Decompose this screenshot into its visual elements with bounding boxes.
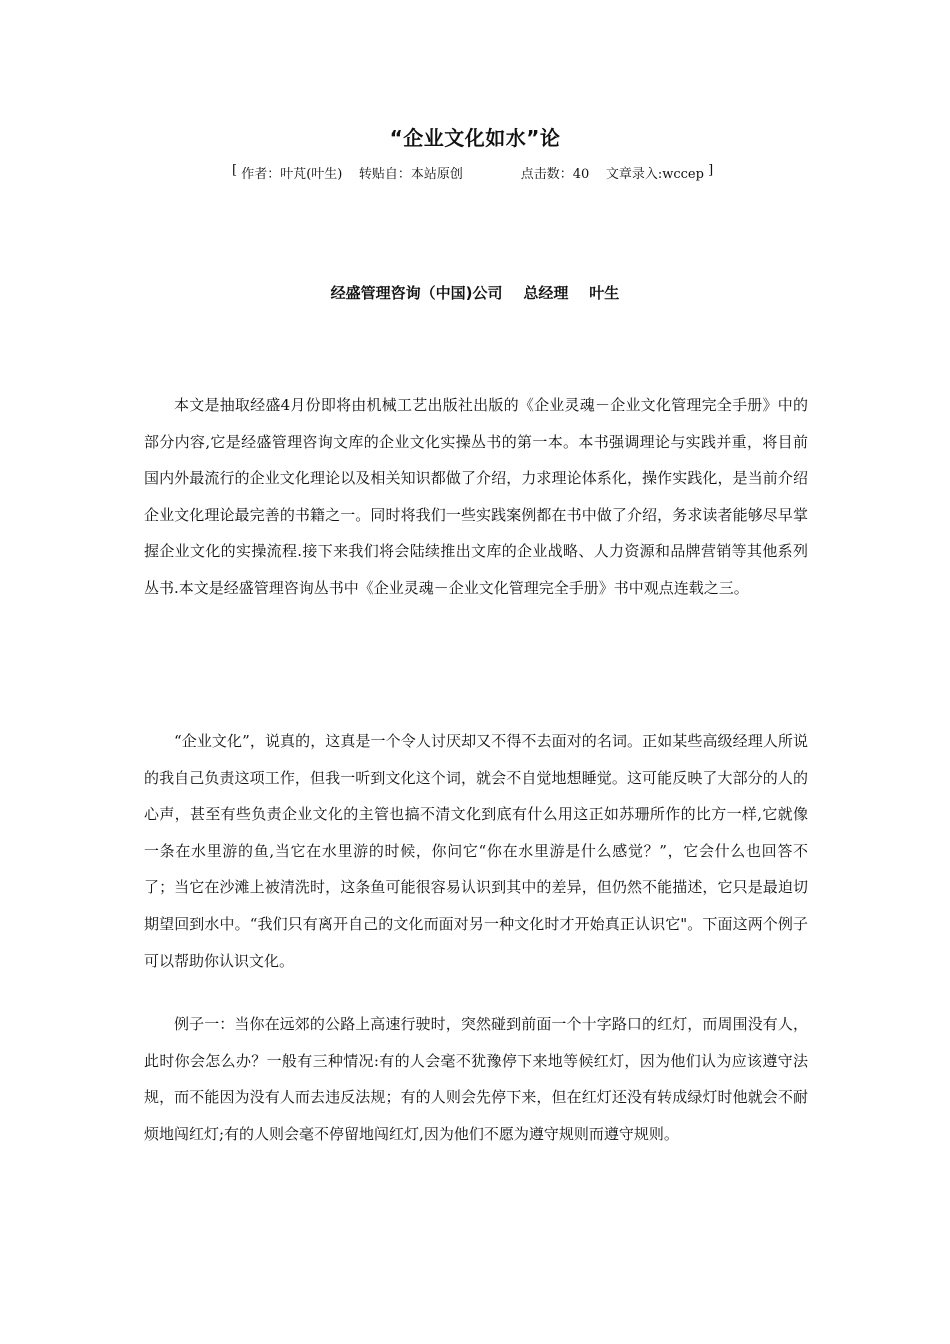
meta-close-bracket: ] [703, 163, 714, 178]
body-paragraph: 本文是抽取经盛4月份即将由机械工艺出版社出版的《企业灵魂－企业文化管理完全手册》中的部分内容,它是经盛管理咨询文库的企业文化实操丛书的第一本。本书强调理论与实践并重，将目前国内外最流行的企业文化理论以及相关知识都做了介绍，力求理论体系化，操作实践化，是当前介绍企业文化理论最完善的书籍之一。同时将我们一些实践案例都在书中做了介绍，务求读者能够尽早掌握企业文化的实操流程.接下来我们将会陆续推出文库的企业战略、人力资源和品牌营销等其他系列丛书.本文是经盛管理咨询丛书中《企业灵魂－企业文化管理完全手册》书中观点连载之三。 [144, 396, 808, 597]
meta-gap [463, 163, 521, 182]
meta-gap [589, 163, 606, 182]
meta-open-bracket: [ [232, 163, 242, 178]
body-paragraph: “企业文化”，说真的，这真是一个令人讨厌却又不得不去面对的名词。正如某些高级经理人所说的我自己负责这项工作，但我一听到文化这个词，就会不自觉地想睡觉。这可能反映了大部分的人的心声，甚至有些负责企业文化的主管也搞不清文化到底有什么用这正如苏珊所作的比方一样,它就像一条在水里游的鱼,当它在水里游的时候，你问它“你在水里游是什么感觉？”，它会什么也回答不了；当它在沙滩上被清洗时，这条鱼可能很容易认识到其中的差异，但仍然不能描述，它只是最迫切期望回到水中。“我们只有离开自己的文化而面对另一种文化时才开始真正认识它"。下面这两个例子可以帮助你认识文化。 [144, 732, 808, 970]
author-byline: 经盛管理咨询（中国)公司 总经理 叶生 [330, 284, 620, 302]
meta-gap [342, 163, 359, 182]
article-meta [232, 163, 713, 182]
meta-clicks: 点击数：40 [520, 167, 590, 182]
meta-author: 作者：叶芃(叶生) [241, 167, 343, 182]
meta-editor: 文章录入:wccep [605, 167, 704, 182]
article-title: “企业文化如水”论 [389, 126, 561, 150]
body-paragraph: 例子一：当你在远郊的公路上高速行驶时，突然碰到前面一个十字路口的红灯，而周围没有人，此时你会怎么办？一般有三种情况:有的人会毫不犹豫停下来地等候红灯，因为他们认为应该遵守法规，而不能因为没有人而去违反法规；有的人则会先停下来，但在红灯还没有转成绿灯时他就会不耐烦地闯红灯;有的人则会毫不停留地闯红灯,因为他们不愿为遵守规则而遵守规则。 [144, 1015, 808, 1143]
meta-source: 转贴自：本站原创 [358, 167, 463, 182]
